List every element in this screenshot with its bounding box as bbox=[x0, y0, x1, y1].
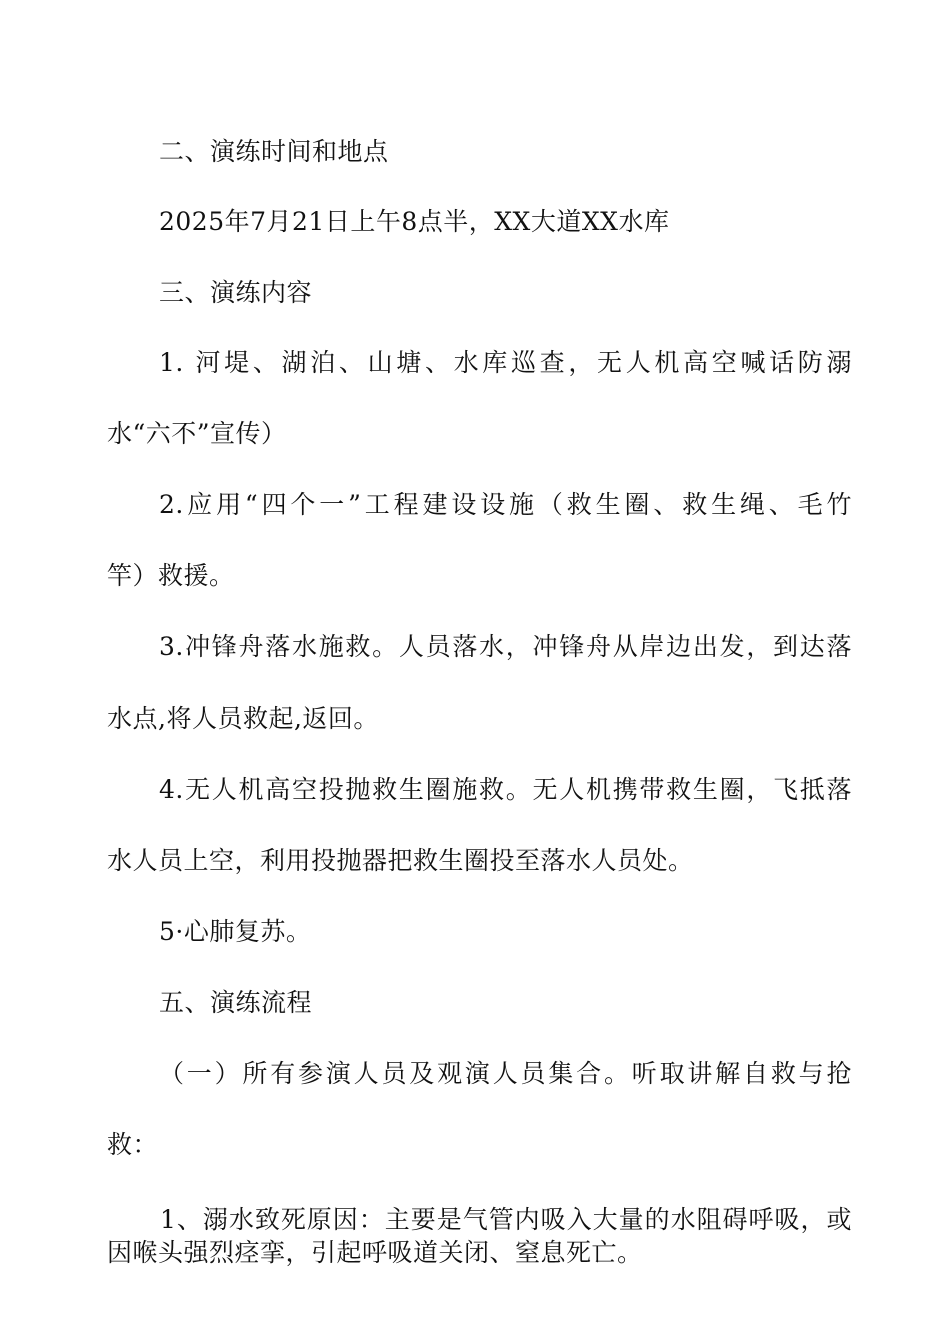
paragraph-item-3-line-2: 水点,将人员救起,返回。 bbox=[107, 704, 379, 733]
paragraph-item-4-line-1: 4.无人机高空投抛救生圈施救。无人机携带救生圈，飞抵落 bbox=[159, 775, 852, 804]
paragraph-process-1-line-2: 救： bbox=[107, 1130, 159, 1159]
heading-time-place: 二、演练时间和地点 bbox=[159, 137, 389, 166]
paragraph-item-4-line-2: 水人员上空，利用投抛器把救生圈投至落水人员处。 bbox=[107, 846, 694, 875]
paragraph-item-2-line-1: 2.应用“四个一”工程建设设施（救生圈、救生绳、毛竹 bbox=[159, 490, 852, 519]
heading-drill-process: 五、演练流程 bbox=[159, 988, 313, 1017]
paragraph-process-1-line-1: （一）所有参演人员及观演人员集合。听取讲解自救与抢 bbox=[159, 1059, 852, 1088]
paragraph-time-place: 2025年7月21日上午8点半，XX大道XX水库 bbox=[159, 207, 670, 236]
heading-drill-content: 三、演练内容 bbox=[159, 278, 313, 307]
paragraph-item-2-line-2: 竿）救援。 bbox=[107, 561, 235, 590]
paragraph-item-1-line-1: 1. 河堤、湖泊、山塘、水库巡查，无人机高空喊话防溺 bbox=[159, 348, 852, 377]
paragraph-item-1-line-2: 水“六不”宣传） bbox=[107, 419, 287, 448]
paragraph-item-5: 5·心肺复苏。 bbox=[159, 917, 312, 946]
paragraph-drowning-cause-line-2: 因喉头强烈痉挛，引起呼吸道关闭、窒息死亡。 bbox=[107, 1238, 643, 1267]
paragraph-drowning-cause-line-1: 1、溺水致死原因：主要是气管内吸入大量的水阻碍呼吸，或 bbox=[160, 1205, 852, 1234]
paragraph-item-3-line-1: 3.冲锋舟落水施救。人员落水，冲锋舟从岸边出发，到达落 bbox=[159, 632, 852, 661]
